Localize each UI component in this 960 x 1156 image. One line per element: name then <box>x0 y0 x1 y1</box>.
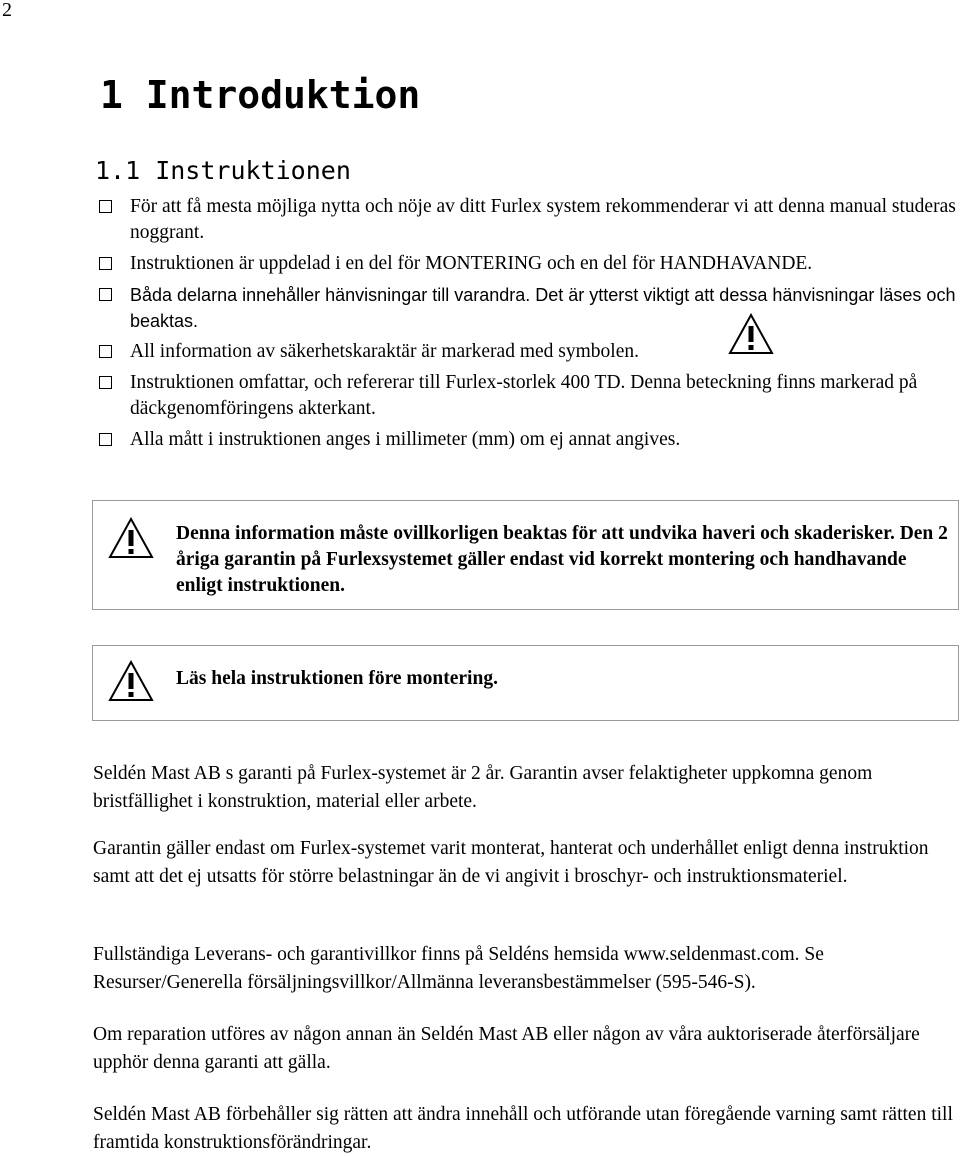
checkbox-square-icon <box>99 288 112 301</box>
list-item <box>97 194 959 246</box>
instruction-list <box>97 194 959 458</box>
list-item-text: Instruktionen omfattar, och refererar till Furlex-storlek 400 TD. Denna beteckning finns markerad på däckgenomföringens akterkant. <box>130 372 918 419</box>
checkbox-square-icon <box>99 433 112 446</box>
checkbox-square-icon <box>99 376 112 389</box>
section-title: 1.1 Instruktionen <box>95 156 351 185</box>
paragraph-warranty-conditions: Garantin gäller endast om Furlex-systemet varit monterat, hanterat och underhållet enligt denna instruktion samt att det ej utsatts för större belastningar än de vi angivit i broschyr- och instruktionsmateriel. <box>93 838 929 887</box>
list-item <box>97 339 959 365</box>
checkbox-square-icon <box>99 345 112 358</box>
warning-text: Läs hela instruktionen före montering. <box>176 668 498 689</box>
list-item <box>97 370 959 422</box>
list-item <box>97 282 959 334</box>
warning-triangle-icon <box>728 313 774 355</box>
chapter-title: 1 Introduktion <box>100 73 421 117</box>
list-item-text: Alla mått i instruktionen anges i millimeter (mm) om ej annat angives. <box>130 429 681 450</box>
safety-warning-box <box>92 500 959 610</box>
warning-triangle-icon <box>108 517 154 559</box>
paragraph-terms-reference: Fullständiga Leverans- och garantivillkor finns på Seldéns hemsida www.seldenmast.com. Se Resurser/Generella försäljningsvillkor/Allmänna leveransbestämmelser (595-546-S). <box>93 944 824 993</box>
warning-triangle-icon <box>108 660 154 702</box>
list-item-text: All information av säkerhetskaraktär är markerad med symbolen. <box>130 341 639 362</box>
list-item <box>97 427 959 453</box>
checkbox-square-icon <box>99 200 112 213</box>
warning-text: Denna information måste ovillkorligen beaktas för att undvika haveri och skaderisker. Den 2 åriga garantin på Furlexsystemet gäller endast vid korrekt montering och handhavande enligt instruktionen. <box>176 523 948 596</box>
list-item-text: För att få mesta möjliga nytta och nöje av ditt Furlex system rekommenderar vi att denna manual studeras noggrant. <box>130 196 956 243</box>
list-item-text: Båda delarna innehåller hänvisningar till varandra. Det är ytterst viktigt att dessa hänvisningar läses och beaktas. <box>130 285 956 331</box>
paragraph-warranty-period: Seldén Mast AB s garanti på Furlex-systemet är 2 år. Garantin avser felaktigheter uppkomna genom bristfällighet i konstruktion, material eller arbete. <box>93 763 873 812</box>
page-number: 2 <box>2 0 12 21</box>
list-item <box>97 251 959 277</box>
paragraph-repair: Om reparation utföres av någon annan än Seldén Mast AB eller någon av våra auktoriserade återförsäljare upphör denna garanti att gälla. <box>93 1024 920 1073</box>
checkbox-square-icon <box>99 257 112 270</box>
paragraph-changes: Seldén Mast AB förbehåller sig rätten att ändra innehåll och utförande utan föregående varning samt rätten till framtida konstruktionsförändringar. <box>93 1104 953 1153</box>
read-instructions-warning-box <box>92 645 959 721</box>
list-item-text: Instruktionen är uppdelad i en del för MONTERING och en del för HANDHAVANDE. <box>130 253 813 274</box>
